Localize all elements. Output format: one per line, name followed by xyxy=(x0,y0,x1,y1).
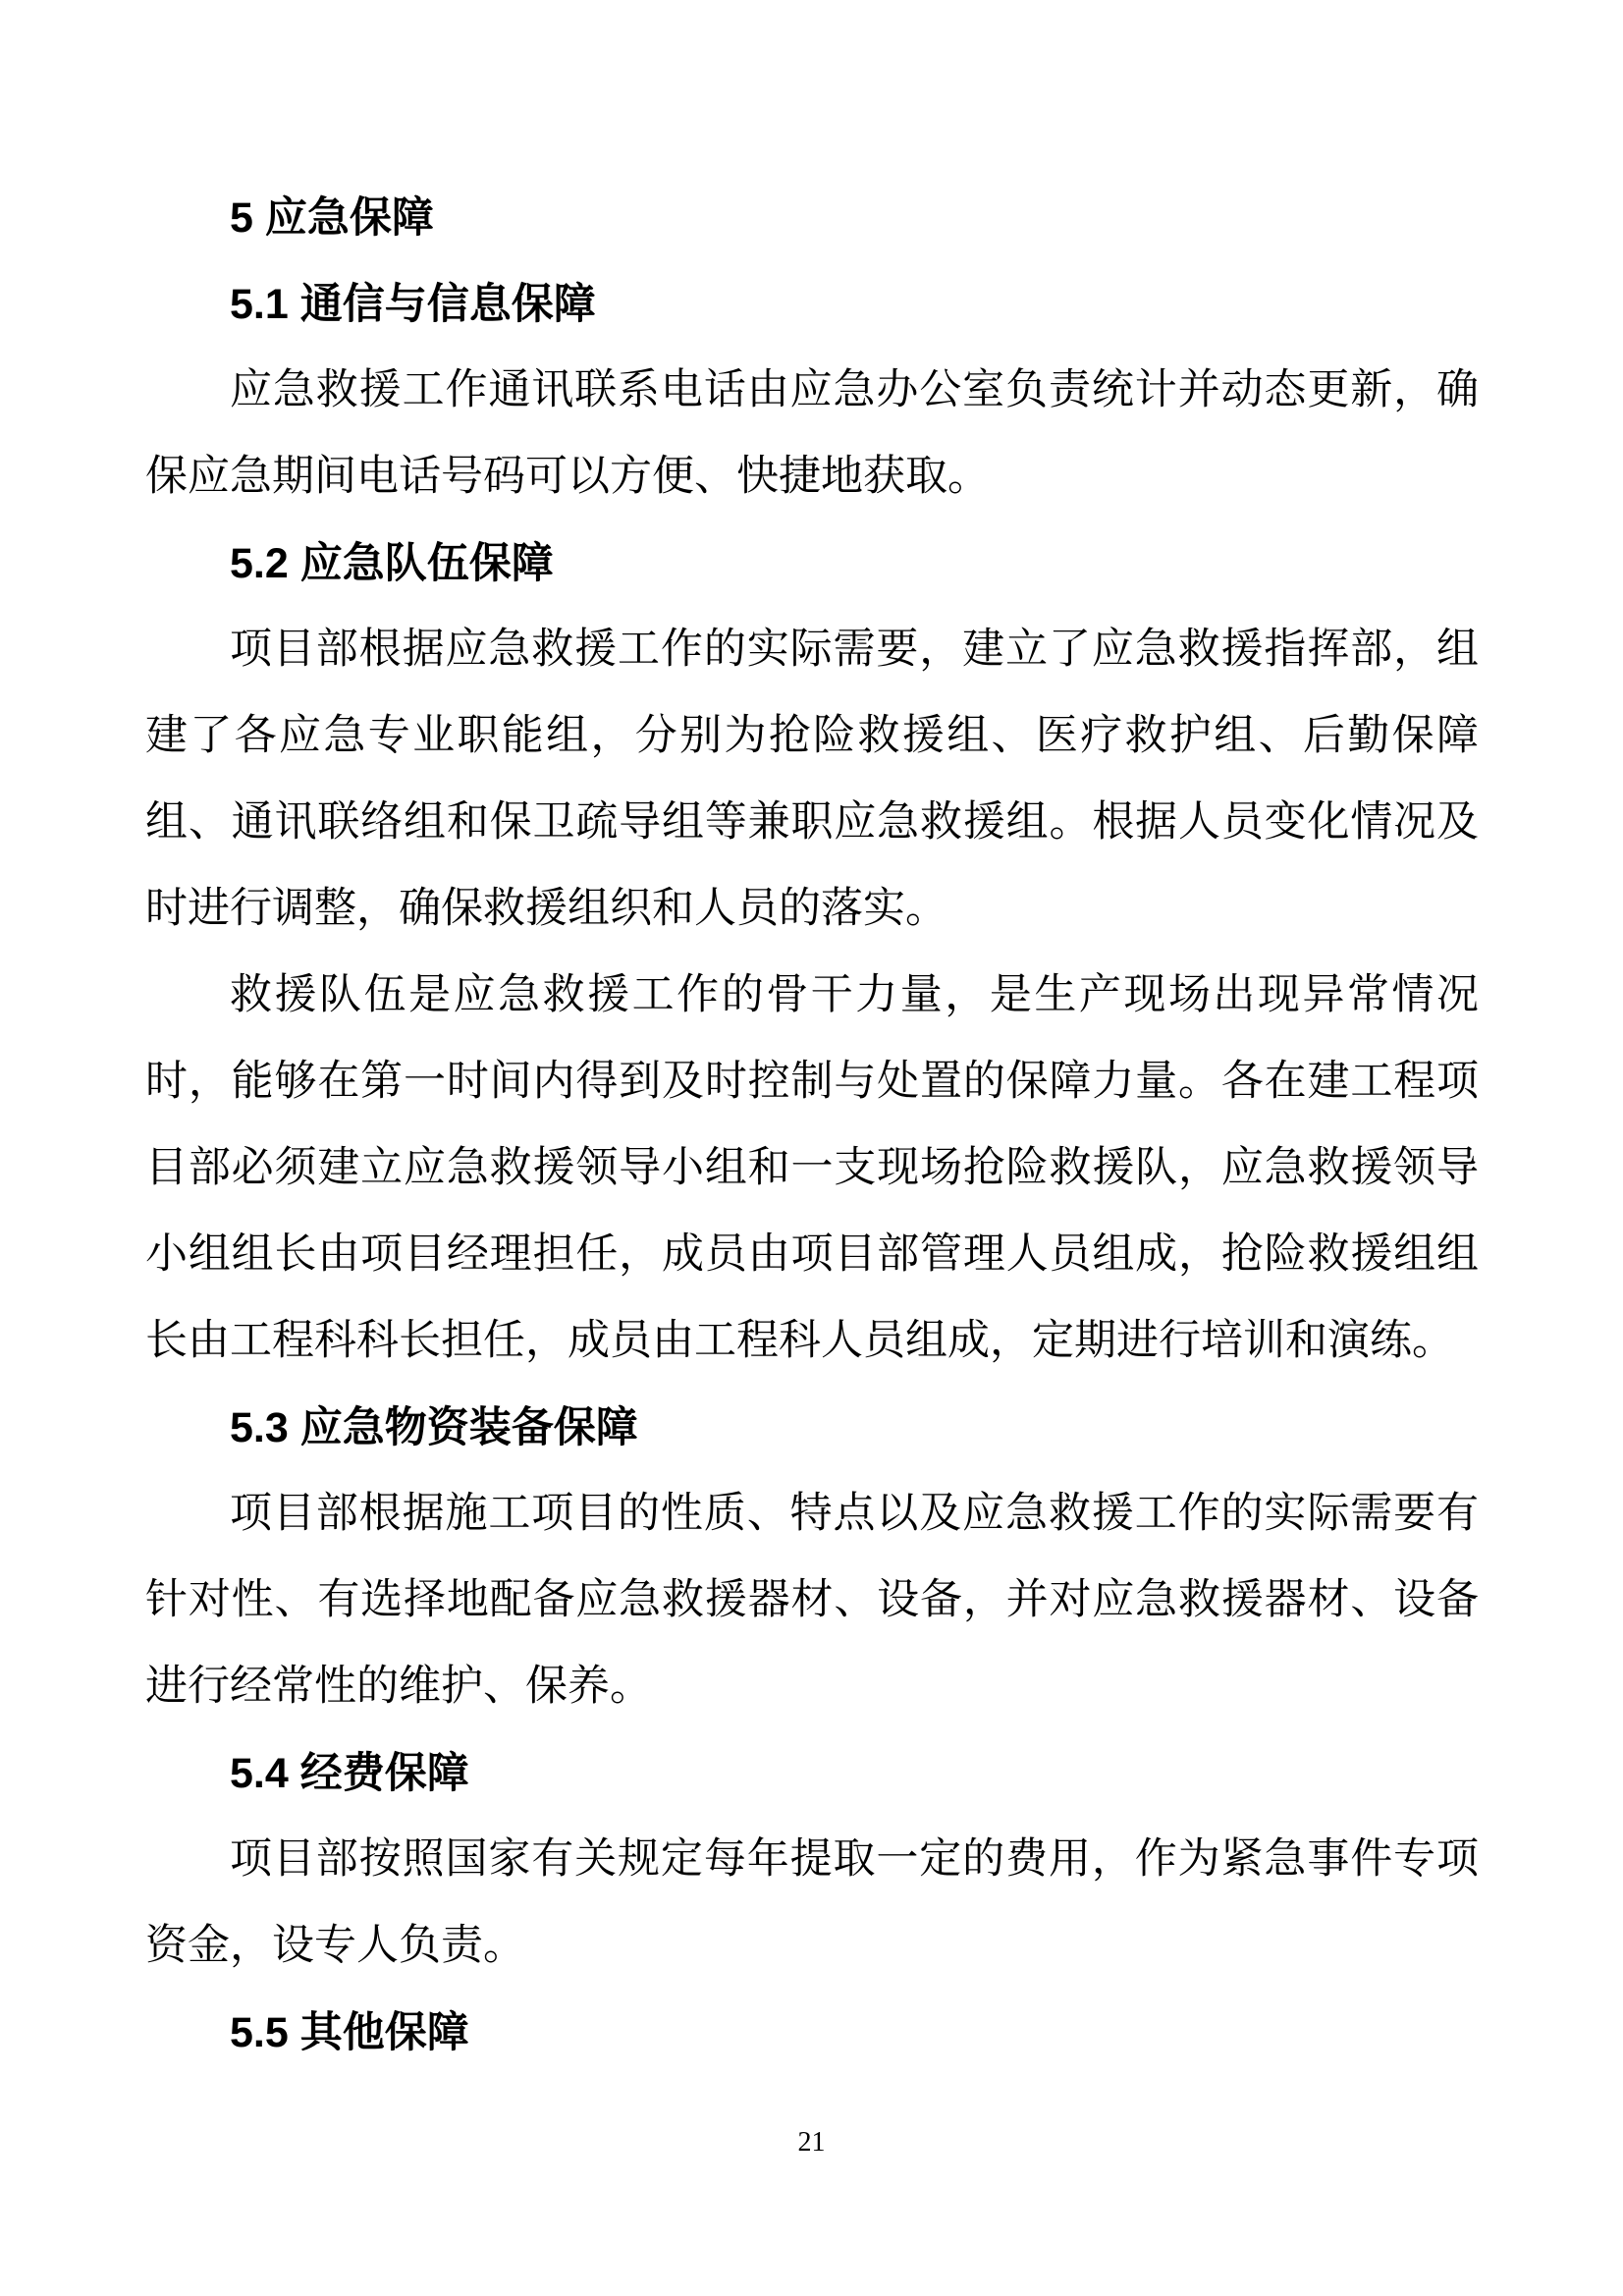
section-heading-5-2: 5.2 应急队伍保障 xyxy=(230,540,554,587)
paragraph-emergency-team-2: 救援队伍是应急救援工作的骨干力量，是生产现场出现异常情况时，能够在第一时间内得到及时控制与处置的保障力量。各在建工程项目部必须建立应急救援领导小组和一支现场抢险救援队，应急救援领导小组组长由项目经理担任，成员由项目部管理人员组成，抢险救援组组长由工程科科长担任，成员由工程科人员组成，定期进行培训和演练。 xyxy=(145,972,1479,1364)
document-body xyxy=(145,175,1479,2076)
section-heading-5-4: 5.4 经费保障 xyxy=(230,1750,469,1797)
section-heading-5-1: 5.1 通信与信息保障 xyxy=(230,281,596,328)
page-number: 21 xyxy=(797,2127,826,2158)
section-heading-5-3: 5.3 应急物资装备保障 xyxy=(230,1404,638,1451)
paragraph-materials-equipment: 项目部根据施工项目的性质、特点以及应急救援工作的实际需要有针对性、有选择地配备应急救援器材、设备，并对应急救援器材、设备进行经常性的维护、保养。 xyxy=(145,1491,1479,1710)
paragraph-emergency-team-1: 项目部根据应急救援工作的实际需要，建立了应急救援指挥部，组建了各应急专业职能组，分别为抢险救援组、医疗救护组、后勤保障组、通讯联络组和保卫疏导组等兼职应急救援组。根据人员变化情况及时进行调整，确保救援组织和人员的落实。 xyxy=(145,627,1479,932)
section-heading-5: 5 应急保障 xyxy=(230,194,434,242)
section-heading-5-5: 5.5 其他保障 xyxy=(230,2009,469,2056)
paragraph-communication-support: 应急救援工作通讯联系电话由应急办公室负责统计并动态更新，确保应急期间电话号码可以方便、快捷地获取。 xyxy=(145,367,1479,500)
paragraph-funding-support: 项目部按照国家有关规定每年提取一定的费用，作为紧急事件专项资金，设专人负责。 xyxy=(145,1836,1479,1969)
